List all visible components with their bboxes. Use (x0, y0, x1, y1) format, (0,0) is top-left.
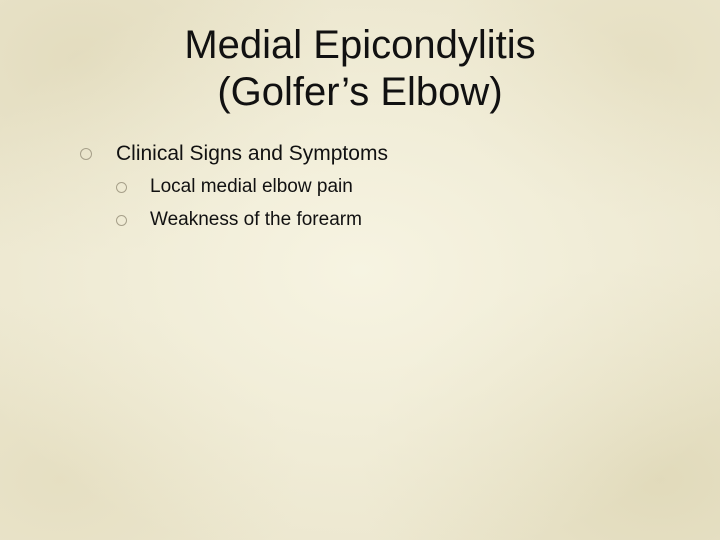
sub-bullet-local-pain (116, 176, 353, 198)
sub-bullet-weakness (116, 209, 362, 231)
sub-bullet-text: Local medial elbow pain (150, 176, 353, 197)
slide-title-line-1: Medial Epicondylitis (184, 23, 536, 67)
bullet-clinical-signs (80, 142, 388, 166)
circle-bullet-icon (116, 215, 127, 226)
slide-title-line-2: (Golfer’s Elbow) (217, 70, 503, 114)
sub-bullet-text: Weakness of the forearm (150, 209, 362, 230)
bullet-text: Clinical Signs and Symptoms (116, 142, 388, 165)
circle-bullet-icon (80, 148, 92, 160)
slide-title (100, 22, 620, 116)
circle-bullet-icon (116, 182, 127, 193)
